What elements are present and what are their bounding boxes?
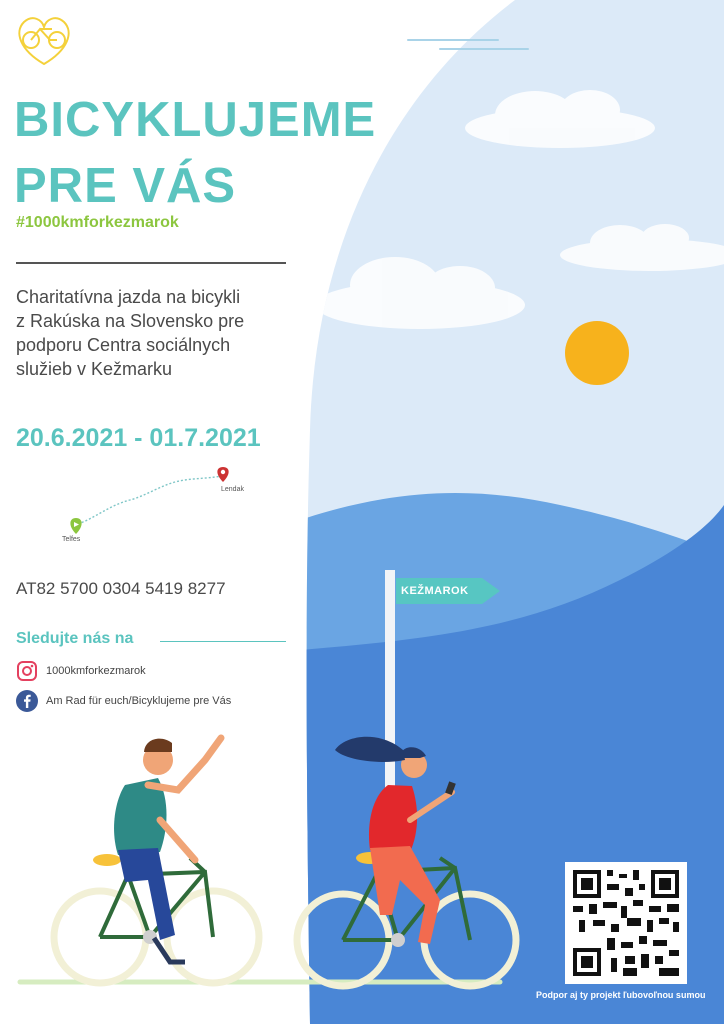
description-line: podporu Centra sociálnych [16,335,231,355]
page-title-line-1: BICYKLUJEME [14,93,377,147]
description-line: služieb v Kežmarku [16,359,173,379]
sign-pole [385,570,395,800]
follow-heading: Sledujte nás na [16,630,134,647]
facebook-link[interactable] [16,690,231,712]
route-start-label: Telfes [62,536,81,543]
description-line: z Rakúska na Slovensko pre [16,311,245,331]
instagram-link[interactable] [16,660,146,682]
sign-label: KEŽMAROK [401,585,469,597]
hashtag: #1000kmforkezmarok [16,214,179,231]
divider [16,262,286,264]
man-cyclist [54,738,259,983]
facebook-page: Am Rad für euch/Bicyklujeme pre Vás [46,695,232,707]
route-line [78,476,222,524]
description [16,285,316,381]
event-dates: 20.6.2021 - 01.7.2021 [16,424,261,452]
green-map-pin-icon [70,518,81,534]
instagram-icon [16,660,38,682]
description-line: Charitatívna jazda na bicykli [16,287,241,307]
qr-caption: Podpor aj ty projekt ľubovoľnou sumou [536,990,706,1000]
bank-account-number: AT82 5700 0304 5419 8277 [16,579,226,598]
qr-code [565,862,687,984]
follow-divider [160,641,286,642]
bicycle-heart-icon [19,18,68,64]
route-end-label: Lendak [221,486,244,493]
sun [565,321,629,385]
facebook-icon [16,690,38,712]
instagram-handle: 1000kmforkezmarok [46,665,146,677]
page-title-line-2: PRE VÁS [14,159,237,213]
red-map-pin-icon [217,467,228,482]
